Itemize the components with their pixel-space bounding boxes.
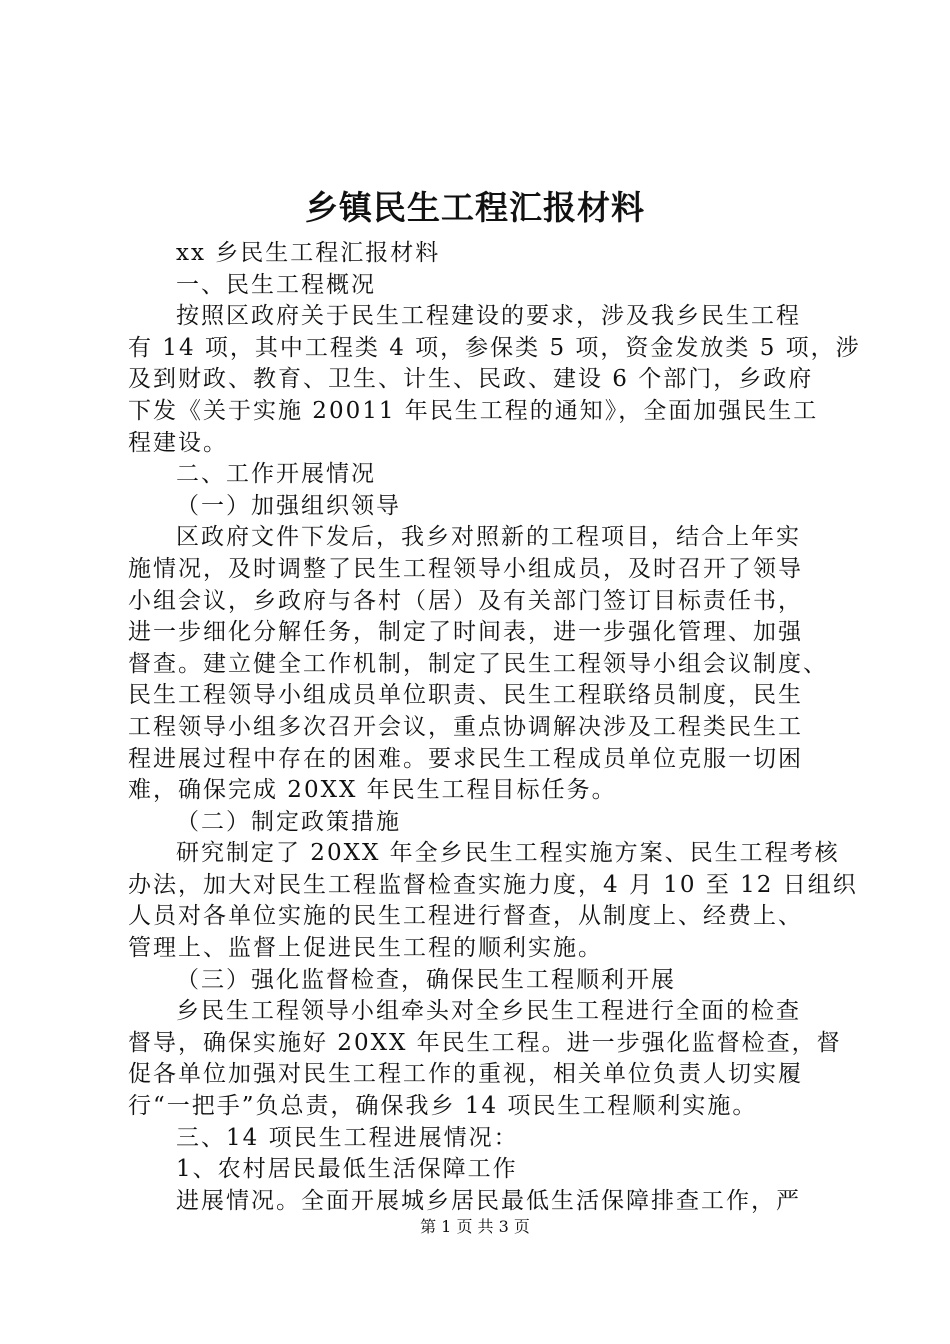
paragraph-line: xx 乡民生工程汇报材料 [176, 240, 441, 266]
paragraph-line: （二）制定政策措施 [176, 808, 401, 835]
document-body [128, 238, 861, 1217]
paragraph-line: 督查。建立健全工作机制，制定了民生工程领导小组会议制度、 [128, 650, 828, 677]
paragraph-line: 促各单位加强对民生工程工作的重视，相关单位负责人切实履 [128, 1061, 803, 1088]
paragraph-line: 1、农村居民最低生活保障工作 [176, 1156, 518, 1183]
paragraph-line: 二、工作开展情况 [176, 461, 376, 488]
paragraph-line: 区政府文件下发后，我乡对照新的工程项目，结合上年实 [176, 524, 801, 551]
paragraph-line: 有 14 项，其中工程类 4 项，参保类 5 项，资金发放类 5 项，涉 [128, 334, 861, 361]
paragraph-line: 程建设。 [128, 429, 228, 456]
paragraph-line: 及到财政、教育、卫生、计生、民政、建设 6 个部门，乡政府 [128, 366, 814, 393]
paragraph-line: 人员对各单位实施的民生工程进行督查，从制度上、经费上、 [128, 903, 803, 930]
paragraph-line: 进一步细化分解任务，制定了时间表，进一步强化管理、加强 [128, 619, 803, 646]
paragraph-line: 施情况，及时调整了民生工程领导小组成员，及时召开了领导 [128, 555, 803, 582]
paragraph-line: 研究制定了 20XX 年全乡民生工程实施方案、民生工程考核 [176, 840, 840, 867]
paragraph-line: 三、14 项民生工程进展情况： [176, 1124, 519, 1151]
paragraph-line: 程进展过程中存在的困难。要求民生工程成员单位克服一切困 [128, 745, 803, 772]
page-footer: 第 1 页 共 3 页 [420, 1217, 530, 1236]
paragraph-line: 管理上、监督上促进民生工程的顺利实施。 [128, 935, 603, 962]
paragraph-line: （一）加强组织领导 [176, 492, 401, 519]
paragraph-line: 难，确保完成 20XX 年民生工程目标任务。 [128, 777, 617, 804]
paragraph-line: 民生工程领导小组成员单位职责、民生工程联络员制度，民生 [128, 682, 803, 709]
paragraph-line: 进展情况。全面开展城乡居民最低生活保障排查工作，严 [176, 1187, 801, 1214]
paragraph-line: 行“一把手”负总责，确保我乡 14 项民生工程顺利实施。 [128, 1093, 758, 1120]
paragraph-line: 工程领导小组多次召开会议，重点协调解决涉及工程类民生工 [128, 713, 803, 740]
paragraph-line: 按照区政府关于民生工程建设的要求，涉及我乡民生工程 [176, 303, 801, 330]
paragraph-line: 一、民生工程概况 [176, 271, 376, 298]
paragraph-line: 下发《关于实施 20011 年民生工程的通知》，全面加强民生工 [128, 397, 819, 424]
paragraph-line: 督导，确保实施好 20XX 年民生工程。进一步强化监督检查，督 [128, 1029, 842, 1056]
paragraph-line: 办法，加大对民生工程监督检查实施力度，4 月 10 至 12 日组织 [128, 871, 858, 898]
paragraph-line: 小组会议，乡政府与各村（居）及有关部门签订目标责任书， [128, 587, 803, 614]
paragraph-line: 乡民生工程领导小组牵头对全乡民生工程进行全面的检查 [176, 998, 801, 1025]
paragraph-line: （三）强化监督检查，确保民生工程顺利开展 [176, 966, 676, 993]
document-title: 乡镇民生工程汇报材料 [305, 188, 645, 227]
